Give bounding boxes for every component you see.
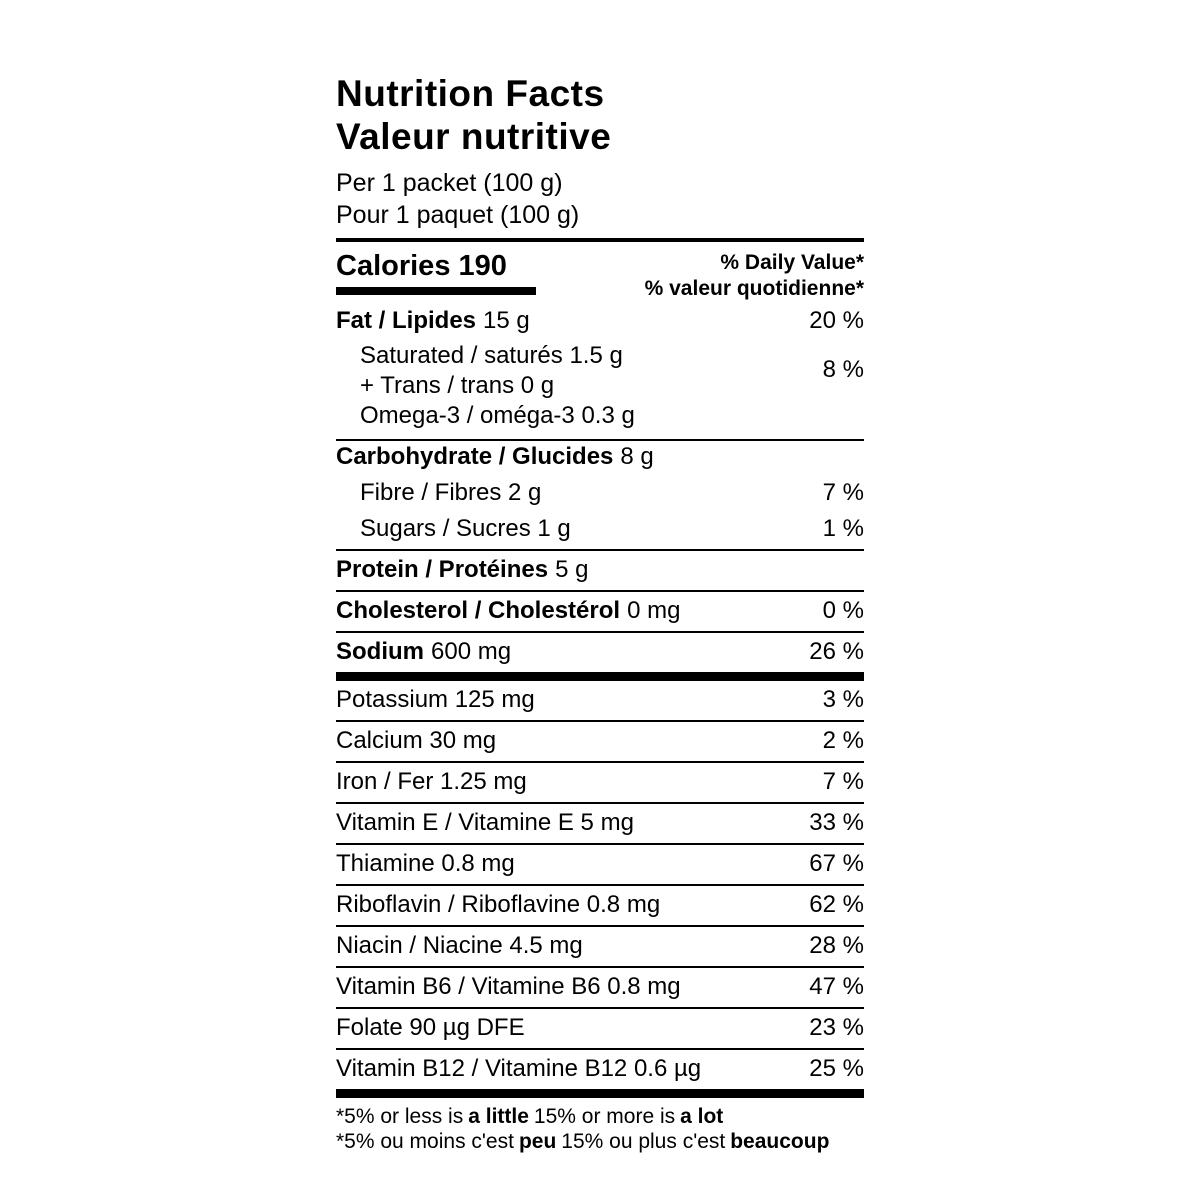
thiamine-label: Thiamine 0.8 mg (336, 850, 515, 877)
iron-label: Iron / Fer 1.25 mg (336, 768, 527, 795)
vitamin-e-label: Vitamin E / Vitamine E 5 mg (336, 809, 634, 836)
niacin-label: Niacin / Niacine 4.5 mg (336, 932, 583, 959)
fibre-daily-value: 7 % (822, 479, 864, 506)
nutrient-row-vitamin-b12 (336, 1050, 864, 1089)
nutrient-row-folate (336, 1009, 864, 1048)
footnote-english (336, 1104, 864, 1129)
nutrient-row-vitamin-e (336, 804, 864, 843)
nutrient-row-protein (336, 551, 864, 590)
saturated-trans-daily-value: 8 % (822, 356, 864, 383)
sugars-label: Sugars / Sucres 1 g (360, 515, 571, 542)
vitamin-b6-daily-value: 47 % (809, 973, 864, 1000)
fat-amount: 15 g (483, 307, 530, 334)
daily-value-header-fr: % valeur quotidienne* (644, 277, 864, 300)
calories-label: Calories (336, 250, 451, 282)
saturated-trans-group (336, 341, 864, 401)
sodium-label: Sodium (336, 638, 424, 665)
nutrient-row-thiamine (336, 845, 864, 884)
nutrient-row-potassium (336, 681, 864, 720)
nutrient-row-calcium (336, 722, 864, 761)
daily-value-header (645, 250, 864, 302)
sugars-daily-value: 1 % (822, 515, 864, 542)
footnote-en-mid: 15% or more is (533, 1105, 676, 1128)
calories-section (336, 242, 864, 302)
nutrient-row-vitamin-b6 (336, 968, 864, 1007)
vitamin-e-daily-value: 33 % (809, 809, 864, 836)
footnote-fr-prefix: *5% ou moins c'est (336, 1130, 514, 1153)
title-english: Nutrition Facts (336, 73, 605, 114)
footnote-en-prefix: *5% or less is (336, 1105, 464, 1128)
nutrient-row-cholesterol (336, 592, 864, 631)
riboflavin-label: Riboflavin / Riboflavine 0.8 mg (336, 891, 661, 918)
footnote-fr-mid: 15% ou plus c'est (561, 1130, 726, 1153)
serving-size-english: Per 1 packet (100 g) (336, 169, 563, 197)
vitamin-b12-daily-value: 25 % (809, 1055, 864, 1082)
serving-size-french: Pour 1 paquet (100 g) (336, 201, 580, 229)
nutrient-row-fat (336, 302, 864, 341)
nutrient-row-sodium (336, 633, 864, 672)
footnote-en-a-lot: a lot (680, 1105, 724, 1128)
protein-label: Protein / Protéines (336, 556, 549, 583)
nutrient-row-iron (336, 763, 864, 802)
cholesterol-label: Cholesterol / Cholestérol (336, 597, 621, 624)
potassium-daily-value: 3 % (822, 686, 864, 713)
carbohydrate-label: Carbohydrate / Glucides (336, 443, 614, 470)
calories-underline (336, 287, 536, 295)
calcium-daily-value: 2 % (822, 727, 864, 754)
footnote-fr-peu: peu (518, 1130, 557, 1153)
riboflavin-daily-value: 62 % (809, 891, 864, 918)
vitamin-b12-label: Vitamin B12 / Vitamine B12 0.6 µg (336, 1055, 702, 1082)
calories-block (336, 250, 536, 295)
footnote-en-a-little: a little (468, 1105, 529, 1128)
folate-label: Folate 90 µg DFE (336, 1014, 525, 1041)
nutrient-row-riboflavin (336, 886, 864, 925)
trans-fat-label: + Trans / trans 0 g (360, 372, 555, 399)
niacin-daily-value: 28 % (809, 932, 864, 959)
sodium-daily-value: 26 % (809, 638, 864, 665)
fibre-label: Fibre / Fibres 2 g (360, 479, 542, 506)
folate-daily-value: 23 % (809, 1014, 864, 1041)
calcium-label: Calcium 30 mg (336, 727, 497, 754)
cholesterol-daily-value: 0 % (822, 597, 864, 624)
nutrient-row-sugars (336, 513, 864, 549)
divider-thick (336, 1089, 864, 1098)
calories-value: 190 (458, 250, 507, 282)
footnote-fr-beaucoup: beaucoup (730, 1130, 830, 1153)
footnote-french (336, 1129, 864, 1154)
sodium-amount: 600 mg (431, 638, 512, 665)
carbohydrate-amount: 8 g (620, 443, 654, 470)
nutrition-facts-label (336, 72, 864, 1154)
daily-value-header-en: % Daily Value* (720, 251, 864, 274)
saturated-fat-label: Saturated / saturés 1.5 g (360, 342, 623, 369)
potassium-label: Potassium 125 mg (336, 686, 535, 713)
nutrient-row-fibre (336, 477, 864, 513)
protein-amount: 5 g (555, 556, 589, 583)
nutrient-row-niacin (336, 927, 864, 966)
fat-daily-value: 20 % (809, 307, 864, 334)
fat-label: Fat / Lipides (336, 307, 477, 334)
calories-text (336, 250, 536, 282)
cholesterol-amount: 0 mg (627, 597, 681, 624)
nutrient-row-carbohydrate (336, 441, 864, 477)
vitamin-b6-label: Vitamin B6 / Vitamine B6 0.8 mg (336, 973, 681, 1000)
omega3-label: Omega-3 / oméga-3 0.3 g (360, 402, 635, 429)
iron-daily-value: 7 % (822, 768, 864, 795)
thiamine-daily-value: 67 % (809, 850, 864, 877)
title-french: Valeur nutritive (336, 116, 612, 157)
divider-thick (336, 672, 864, 681)
